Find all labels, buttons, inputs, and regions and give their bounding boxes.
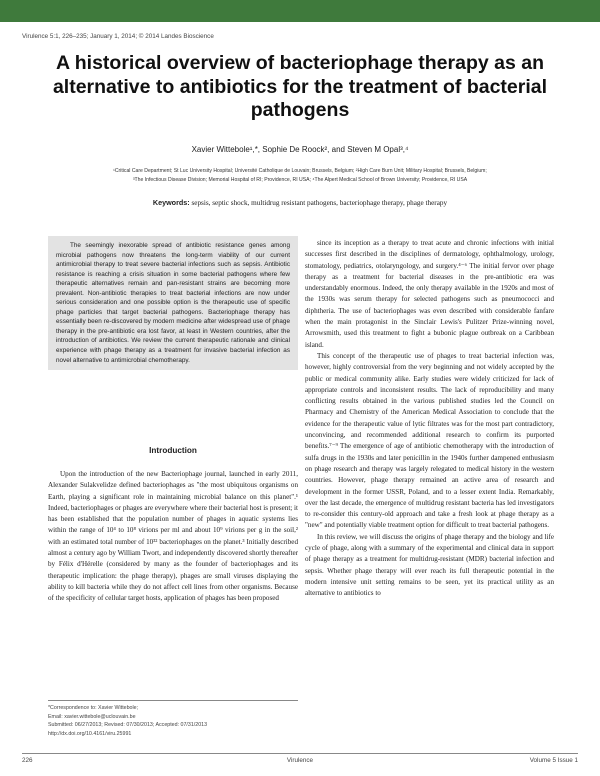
abstract-text: The seemingly inexorable spread of antibiotic resistance genes among microbial pathogens now threatens the long-term viability of our current antimicrobial therapy to treat severe bacterial infections such as sepsis. Antibiotic resistance is reaching a crisis situation in some bacterial pathogens where few therapeutic alternatives remain and pan-resistant strains are becoming more prevalent. Non-antibiotic therapies to treat bacterial infections are now under serious consideration and one possible option is the therapeutic use of specific phage particles that target bacterial pathogens. Bacteriophage therapy has essentially been re-discovered by modern medicine after widespread use of phage therapy in the pre-antibiotic era lost favor, at least in Western countries, after the introduction of antibiotics. We review the current therapeutic rationale and clinical experience with phage therapy as a treatment for invasive bacterial infection as novel alternative to antimicrobial chemotherapy. (56, 242, 290, 364)
body-paragraph: This concept of the therapeutic use of phages to treat bacterial infection was, however, highly controversial from the very beginning and not widely accepted by the public or medical community alike. Early studies were widely criticized for lack of appropriate controls and inconsistent results. The lack of reproducibility and many conflicting results obtained in the various published studies led the Council on Pharmacy and Chemistry of the American Medical Association to conclude that the evidence for the therapeutic value of lytic filtrates was for the most part contradictory, unconvincing, and recommended additional research to confirm its purported benefits.⁷⁻⁹ The emergence of age of antibiotic chemotherapy with the introduction of sulfa drugs in the 1930s and later penicillin in the 1940s further dampened enthusiasm on phage research and therapy was largely relegated to medical history in the western countries. However, phage therapy remained an active area of research and development in the former USSR, Poland, and to a lesser extent India. Remarkably, over the last decade, the emergence of multidrug resistant bacteria has led investigators to re-consider this century-old approach and take a fresh look at phage therapy as a "new" and potentially viable treatment option for difficult to treat bacterial pathogens. (305, 351, 554, 530)
doi-link[interactable]: http://dx.doi.org/10.4161/viru.25991 (48, 730, 132, 737)
affiliations (20, 167, 580, 184)
body-paragraph: Upon the introduction of the new Bacteriophage journal, launched in early 2011, Alexander Sulakvelidze defined bacteriophages as "the most ubiquitous organisms on Earth, playing a significant role in maintaining microbial balance on this planet".¹ Indeed, bacteriophages or phages are everywhere where their bacterial host is present; it has been established that the population number of phages in aquatic systems lies within the range of 10⁴ to 10⁸ virions per ml and about 10⁹ virions per g in the soil,² with an estimated total number of 10³² bacteriophages on the planet.³ Initially described almost a century ago by William Twort, and independently discovered shortly thereafter by Félix d'Hérelle (considered by many as the founder of bacteriophages and its therapeutic implication: the phage therapy), phages are small viruses displaying the ability to kill bacteria while they do not affect cell lines from other organisms. Because of the specificity of cellular target hosts, application of phages has been proposed (48, 470, 298, 603)
right-column-body (305, 238, 554, 600)
author-list: Xavier Wittebole¹,*, Sophie De Roock², and Steven M Opal³,⁴ (191, 145, 409, 154)
keywords-text: sepsis, septic shock, multidrug resistant pathogens, bacteriophage therapy, phage therapy (191, 199, 448, 207)
correspondence-note (48, 700, 298, 738)
keywords-label: Keywords: (152, 198, 190, 207)
header-band (0, 0, 600, 22)
affiliation-line: ³The Infectious Disease Division; Memorial Hospital of RI; Providence, RI USA; ⁴The Alpert Medical School of Brown University; Providence, RI USA (132, 176, 468, 183)
correspondence-email[interactable]: Email: xavier.wittebole@uclouvain.be (48, 713, 136, 720)
body-paragraph: since its inception as a therapy to treat acute and chronic infections with initial successes first described in the disciplines of dermatology, ophthalmology, urology, stomatology, pediatrics, otolaryngology, and surgery.⁴⁻⁶ The initial fervor over phage therapy as a treatment for bacterial diseases in the pre-antibiotic era was understandably enormous. Indeed, the only therapy available in the 1920s and most of the 1930s was serum therapy for selected pathogens such as pneumococci and diphtheria. The use of bacteriophages was even described with considerable fanfare when the main protagonist in the Sinclair Lewis's Pulitzer Prize-winning novel, Arrowsmith, used this treatment to fight a bubonic plague outbreak on a Caribbean island. (305, 239, 554, 349)
abstract-box (48, 236, 298, 370)
footer-journal: Virulence (286, 757, 314, 764)
article-title: A historical overview of bacteriophage therapy as an alternative to antibiotics for the treatment of bacterial pathogens (52, 52, 548, 121)
correspondence-line: *Correspondence to: Xavier Wittebole; (48, 705, 139, 711)
keywords (0, 198, 600, 207)
body-paragraph: In this review, we will discuss the origins of phage therapy and the biology and life cycle of phage, along with a summary of the experimental and clinical data in support of phage therapy as a treatment for multidrug-resistant (MDR) bacterial infection and sepsis. Whether phage therapy will ever reach its full therapeutic potential in the modern intensive unit setting remains to be seen, yet its practical utility as an alternative to antibiotics to (305, 532, 554, 598)
footer-volume: Volume 5 Issue 1 (529, 757, 578, 764)
page-number: 226 (22, 757, 33, 764)
section-heading-introduction: Introduction (149, 446, 197, 455)
footer-divider (22, 753, 578, 754)
left-column-body (48, 469, 298, 605)
affiliation-line: ¹Critical Care Department; St Luc University Hospital; Université Catholique de Louvain; Brussels, Belgium; ²High Care Burn Unit; Military Hospital; Brussels, Belgium; (113, 168, 487, 174)
correspondence-dates: Submitted: 06/27/2013; Revised: 07/30/2013; Accepted: 07/31/2013 (48, 722, 208, 728)
journal-citation: Virulence 5:1, 226–235; January 1, 2014; © 2014 Landes Bioscience (22, 33, 214, 40)
